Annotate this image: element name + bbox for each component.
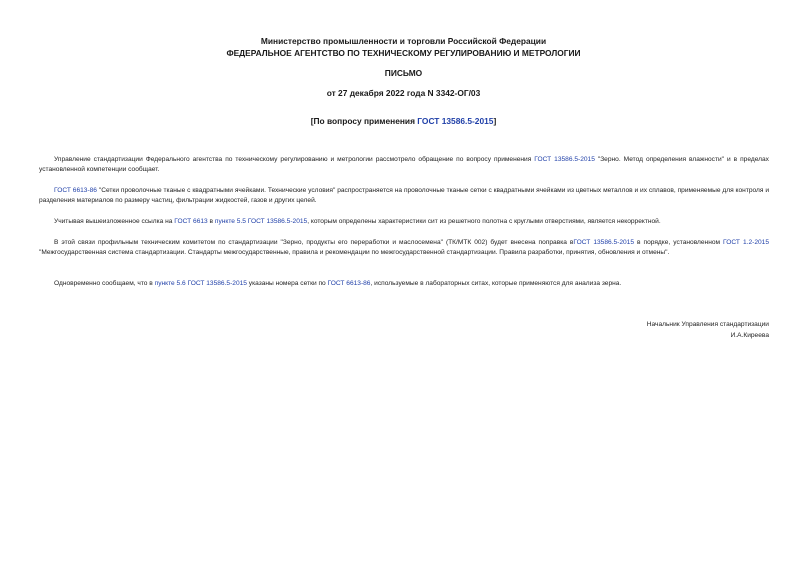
p1-gost-13586-link[interactable]: ГОСТ 13586.5-2015 (534, 156, 595, 163)
p2-gost-6613-link[interactable]: ГОСТ 6613-86 (54, 187, 97, 194)
p3-text-1: Учитывая вышеизложенное ссылка на (54, 218, 175, 225)
signatory-title: Начальник Управления стандартизации (646, 321, 769, 328)
p5-clause-5-6-link[interactable]: пункте 5.6 ГОСТ 13586.5-2015 (154, 280, 247, 287)
p4-gost-1-2-link[interactable]: ГОСТ 1.2-2015 (723, 239, 769, 246)
p1-text-2: "Зерно. Метод определения влажности" и в пределах установленной компетенции сообщает. (39, 156, 769, 174)
p3-gost-6613-link[interactable]: ГОСТ 6613 (174, 218, 208, 225)
p5-text-3: , используемые в лабораторных ситах, которые применяются для анализа зерна. (370, 280, 622, 287)
p4-text-2: в порядке, установленном (634, 239, 724, 246)
subject-gost-link[interactable]: ГОСТ 13586.5-2015 (417, 116, 494, 126)
document-date-number: от 27 декабря 2022 года N 3342-ОГ/03 (326, 88, 481, 98)
p5-gost-6613-link[interactable]: ГОСТ 6613-86 (327, 280, 371, 287)
ministry-heading: Министерство промышленности и торговли Российской Федерации (260, 36, 547, 46)
subject-suffix: ] (493, 116, 497, 126)
subject-prefix: [По вопросу применения (310, 116, 418, 126)
signatory-name: И.А.Киреева (730, 332, 769, 339)
document-type: ПИСЬМО (384, 68, 423, 78)
paragraph-5 (39, 279, 769, 289)
p4-text-3: "Межгосударственная система стандартизации. Стандарты межгосударственные, правила и рекомендации по межгосударственной стандартизации. Правила разработки, принятия, обновления и отмены". (39, 249, 670, 257)
paragraph-1 (39, 155, 769, 176)
paragraph-3 (39, 217, 769, 227)
p2-text-1: "Сетки проволочные тканые с квадратными ячейками. Технические условия" распространяется на проволочные тканые сетки с квадратными ячейками из цветных металлов и их сплавов, применяемые для контроля и разделения материалов по размеру частиц, фильтрации жидкостей, газов и других целей. (39, 187, 770, 205)
p1-text-1: Управление стандартизации Федерального агентства по техническому регулированию и метрологии рассмотрело обращение по вопросу применения (54, 156, 535, 163)
p4-text-1: В этой связи профильным техническим комитетом по стандартизации "Зерно, продукты его переработки и маслосемена" (ТК/МТК 002) будет внесена поправка в (54, 239, 574, 246)
paragraph-2 (39, 186, 769, 207)
p3-text-2: в (207, 218, 215, 225)
p5-text-2: указаны номера сетки по (246, 280, 328, 287)
p3-text-3: , которым определены характеристики сит из решетного полотна с круглыми отверстиями, является некорректной. (307, 218, 661, 225)
p4-gost-13586-link[interactable]: ГОСТ 13586.5-2015 (573, 239, 635, 246)
agency-heading: ФЕДЕРАЛЬНОЕ АГЕНТСТВО ПО ТЕХНИЧЕСКОМУ РЕГУЛИРОВАНИЮ И МЕТРОЛОГИИ (226, 48, 581, 58)
p5-text-1: Одновременно сообщаем, что в (54, 280, 155, 287)
document-subject (0, 116, 807, 126)
paragraph-4 (39, 238, 769, 259)
p3-clause-5-5-link[interactable]: пункте 5.5 ГОСТ 13586.5-2015 (214, 218, 308, 225)
